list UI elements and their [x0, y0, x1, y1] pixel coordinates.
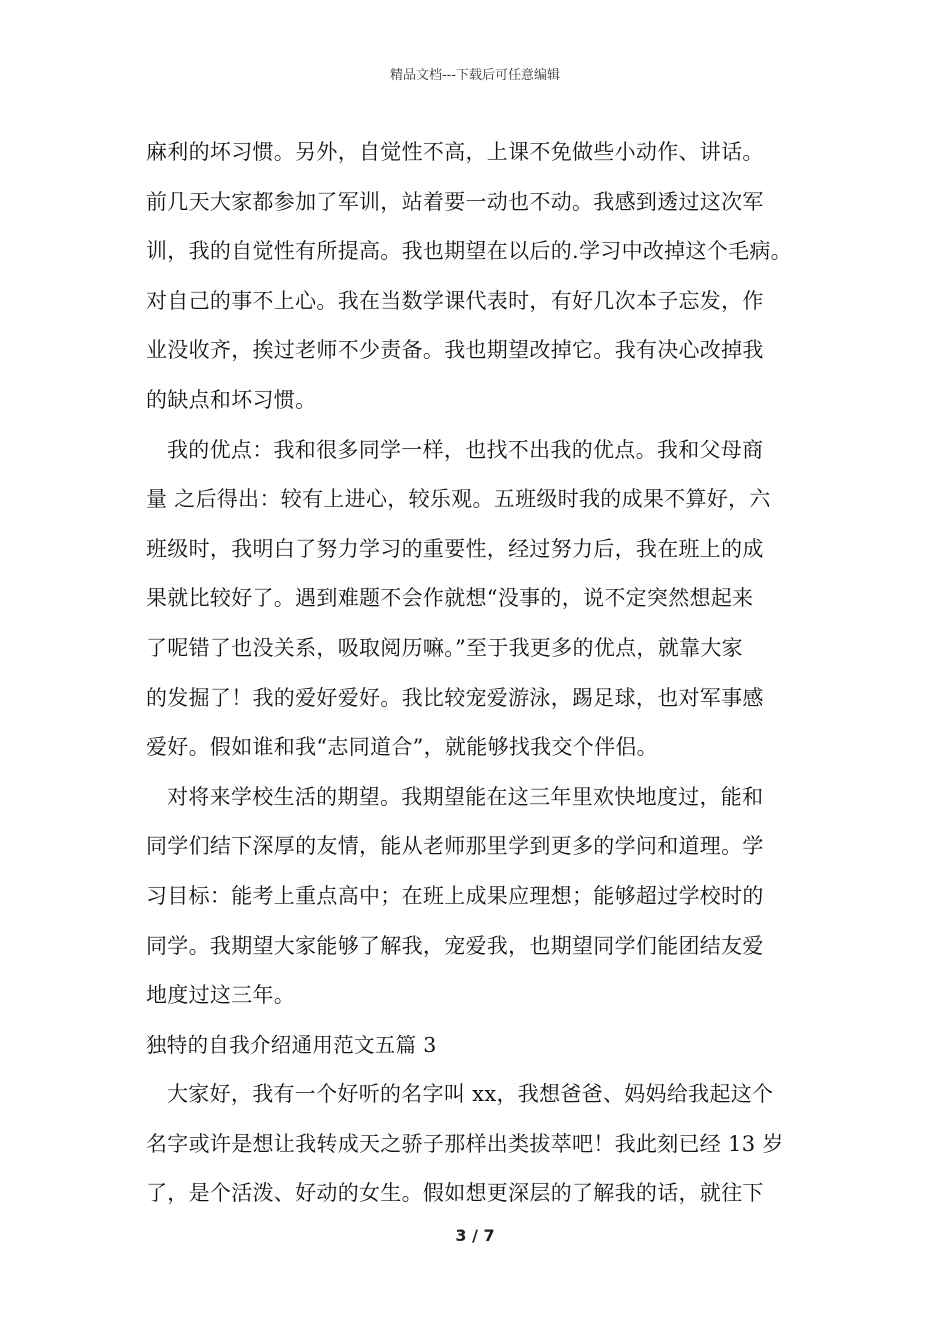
text-line: 了呢错了也没关系，吸取阅历嘛。”至于我更多的优点，就靠大家	[146, 635, 743, 660]
text-line: 前几天大家都参加了军训，站着要一动也不动。我感到透过这次军	[146, 189, 764, 214]
text-line: 的缺点和坏习惯。	[146, 387, 317, 412]
text-line: 班级时，我明白了努力学习的重要性，经过努力后，我在班上的成	[146, 536, 764, 561]
text-line: 同学们结下深厚的友情，能从老师那里学到更多的学问和道理。学	[146, 834, 764, 859]
page-number: 3 / 7	[455, 1226, 495, 1245]
text-line: 果就比较好了。遇到难题不会作就想“没事的，说不定突然想起来	[146, 586, 754, 611]
text-line: 的发掘了！我的爱好爱好。我比较宠爱游泳，踢足球，也对军事感	[146, 685, 764, 710]
text-line: 业没收齐，挨过老师不少责备。我也期望改掉它。我有决心改掉我	[146, 338, 764, 363]
text-line: 爱好。假如谁和我“志同道合”，就能够找我交个伴侣。	[146, 735, 658, 760]
section-heading: 独特的自我介绍通用范文五篇 3	[146, 1032, 437, 1057]
text-line: 麻利的坏习惯。另外，自觉性不高，上课不免做些小动作、讲话。	[146, 140, 764, 164]
text-line: 同学。我期望大家能够了解我，宠爱我，也期望同学们能团结友爱	[146, 933, 764, 958]
text-line: 大家好，我有一个好听的名字叫 xx，我想爸爸、妈妈给我起这个	[167, 1082, 774, 1107]
text-line: 名字或许是想让我转成天之骄子那样出类拔萃吧！我此刻已经 13 岁	[146, 1131, 784, 1156]
text-line: 对将来学校生活的期望。我期望能在这三年里欢快地度过，能和	[167, 784, 764, 809]
text-line: 了，是个活泼、好动的女生。假如想更深层的了解我的话，就往下	[146, 1181, 764, 1206]
text-line: 量 之后得出：较有上进心，较乐观。五班级时我的成果不算好，六	[146, 487, 771, 512]
page-header: 精品文档---下载后可任意编辑	[389, 68, 561, 83]
text-line: 我的优点：我和很多同学一样，也找不出我的优点。我和父母商	[167, 437, 764, 462]
text-line: 地度过这三年。	[146, 983, 296, 1008]
text-line: 对自己的事不上心。我在当数学课代表时，有好几次本子忘发，作	[146, 288, 764, 313]
text-line: 习目标：能考上重点高中；在班上成果应理想；能够超过学校时的	[146, 883, 764, 908]
document-body	[146, 128, 826, 1219]
text-line: 训，我的自觉性有所提高。我也期望在以后的.学习中改掉这个毛病。	[146, 239, 792, 264]
